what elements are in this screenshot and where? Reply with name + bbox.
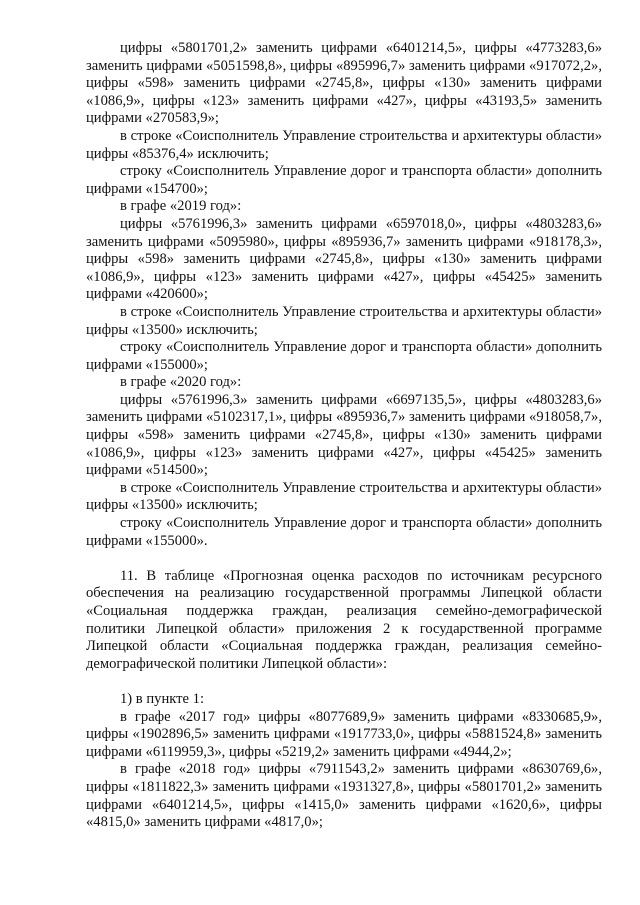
paragraph-2019-figures: цифры «5761996,3» заменить цифрами «6597018,0», цифры «4803283,6» заменить цифрами «5095980», цифры «895936,7» заменить цифрами «918178,3», цифры «598» заменить цифрами «2745,8», цифры «130» заменить цифрами «1086,9», цифры «123» заменить цифрами «427», цифры «45425» заменить цифрами «420600»; xyxy=(86,215,602,303)
heading-2019: в графе «2019 год»: xyxy=(120,198,242,215)
heading-2020: в графе «2020 год»: xyxy=(120,374,242,391)
document-page xyxy=(86,40,602,832)
paragraph-2018-roads: строку «Соисполнитель Управление дорог и транспорта области» дополнить цифрами «154700»; xyxy=(86,163,602,197)
paragraph-2018-figures: цифры «5801701,2» заменить цифрами «6401214,5», цифры «4773283,6» заменить цифрами «5051598,8», цифры «895996,7» заменить цифрами «917072,2», цифры «598» заменить цифрами «2745,8», цифры «130» заменить цифрами «1086,9», цифры «123» заменить цифрами «427», цифры «43193,5» заменить цифрами «270583,9»; xyxy=(86,40,602,127)
blank-line xyxy=(86,550,602,568)
paragraph-2018-column: в графе «2018 год» цифры «7911543,2» заменить цифрами «8630769,6», цифры «1811822,3» заменить цифрами «1931327,8», цифры «5801701,2» заменить цифрами «6401214,5», цифры «1415,0» заменить цифрами «1620,6», цифры «4815,0» заменить цифрами «4817,0»; xyxy=(86,761,602,831)
paragraph-2019-construction: в строке «Соисполнитель Управление строительства и архитектуры области» цифры «13500» исключить; xyxy=(86,303,602,338)
paragraph-2018-construction: в строке «Соисполнитель Управление строительства и архитектуры области» цифры «85376,4» исключить; xyxy=(86,127,602,162)
blank-line xyxy=(86,673,602,691)
paragraph-2020-roads: строку «Соисполнитель Управление дорог и транспорта области» дополнить цифрами «155000». xyxy=(86,515,602,549)
paragraph-2017-column: в графе «2017 год» цифры «8077689,9» заменить цифрами «8330685,9», цифры «1902896,5» заменить цифрами «1917733,0», цифры «5881524,8» заменить цифрами «6119959,3», цифры «5219,2» заменить цифрами «4944,2»; xyxy=(86,708,602,760)
subitem-1: 1) в пункте 1: xyxy=(120,690,205,707)
paragraph-2019-roads: строку «Соисполнитель Управление дорог и транспорта области» дополнить цифрами «155000»; xyxy=(86,339,602,373)
paragraph-item-11: 11. В таблице «Прогнозная оценка расходов по источникам ресурсного обеспечения на реализацию государственной программы Липецкой области «Социальная поддержка граждан, реализация семейно-демографической политики Липецкой области» приложения 2 к государственной программе Липецкой области «Социальная поддержка граждан, реализация семейно-демографической политики Липецкой области»: xyxy=(86,567,602,672)
paragraph-2020-figures: цифры «5761996,3» заменить цифрами «6697135,5», цифры «4803283,6» заменить цифрами «5102317,1», цифры «895936,7» заменить цифрами «918058,7», цифры «598» заменить цифрами «2745,8», цифры «130» заменить цифрами «1086,9», цифры «123» заменить цифрами «427», цифры «45425» заменить цифрами «514500»; xyxy=(86,391,602,479)
paragraph-2020-construction: в строке «Соисполнитель Управление строительства и архитектуры области» цифры «13500» исключить; xyxy=(86,479,602,514)
